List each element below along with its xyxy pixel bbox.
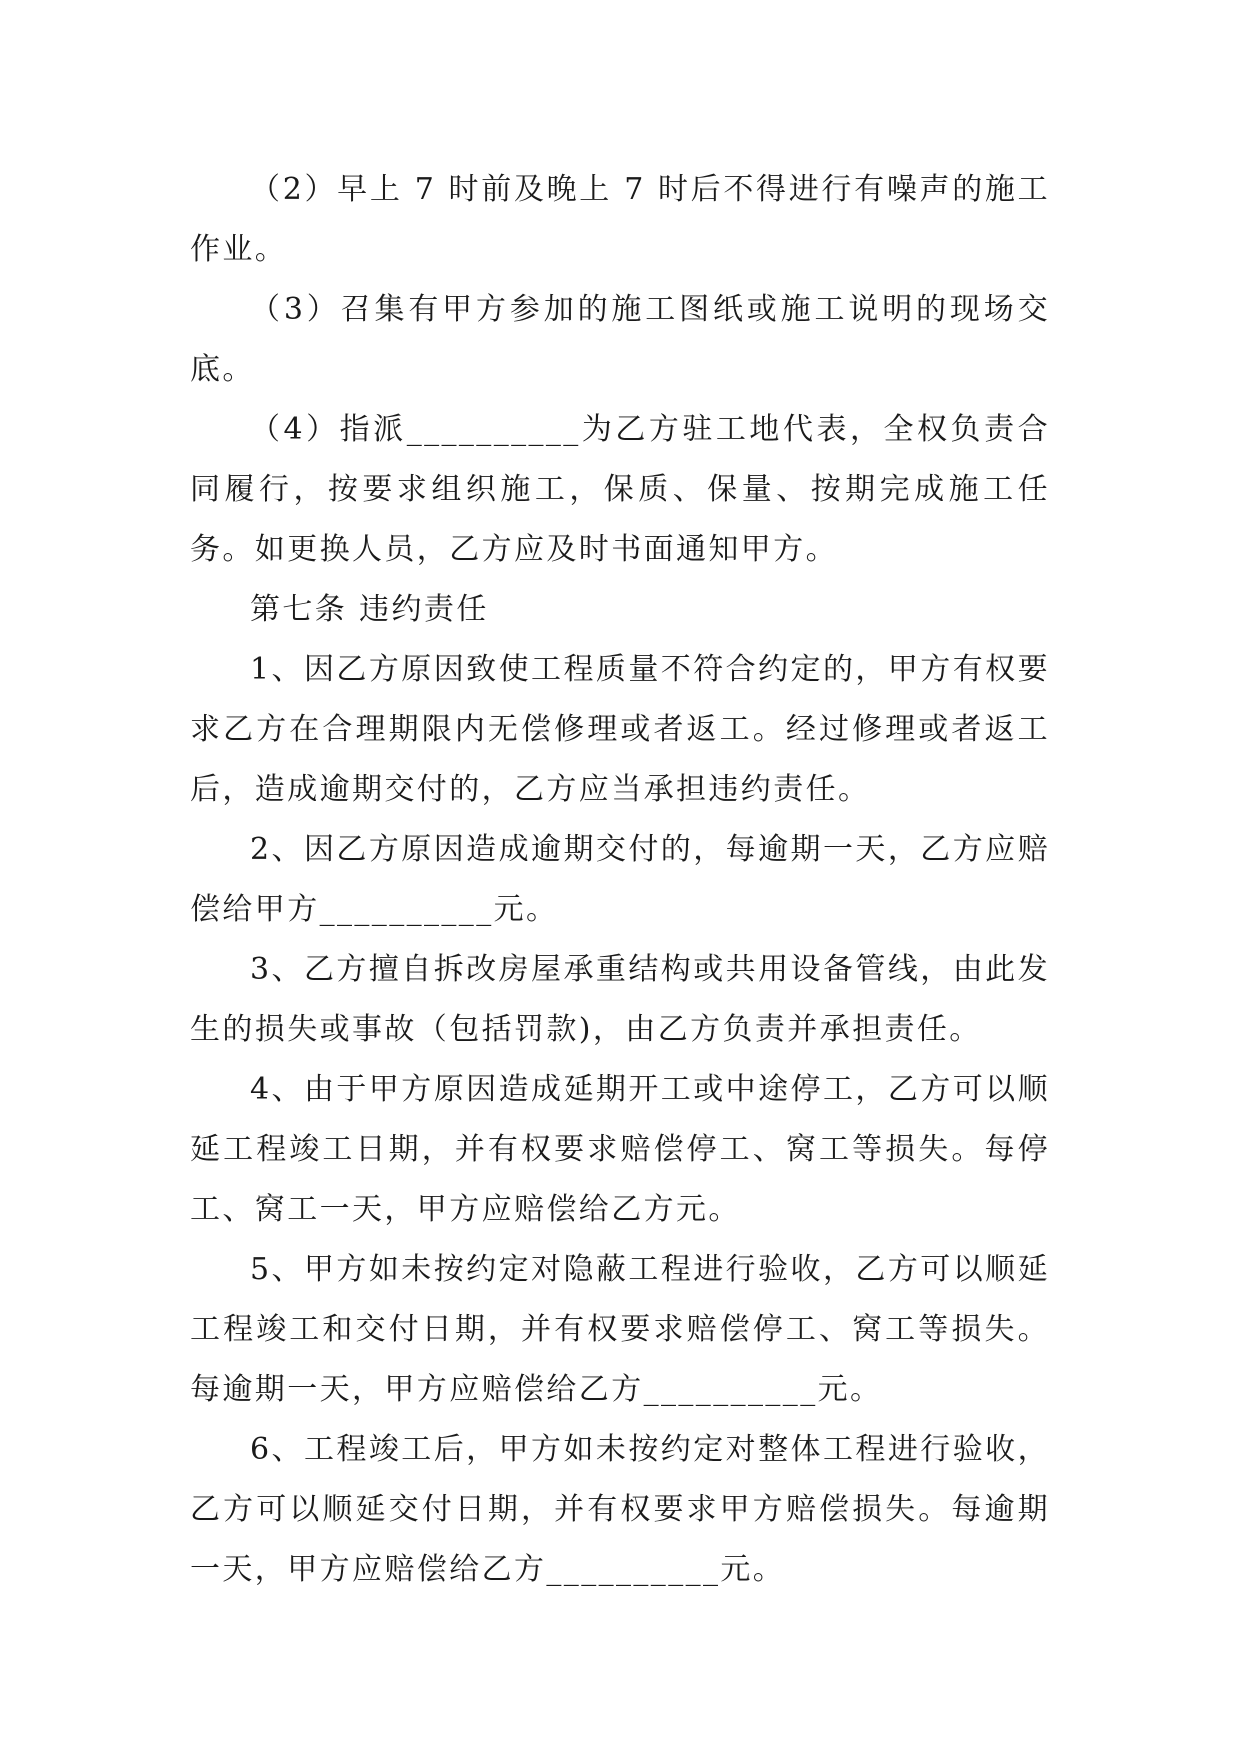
liability-item-6: 6、工程竣工后，甲方如未按约定对整体工程进行验收，乙方可以顺延交付日期，并有权要求甲方赔偿损失。每逾期一天，甲方应赔偿给乙方__________元。 — [190, 1432, 1050, 1587]
article-7-heading: 第七条 违约责任 — [250, 592, 489, 627]
contract-body — [190, 160, 1050, 1600]
liability-item-3: 3、乙方擅自拆改房屋承重结构或共用设备管线，由此发生的损失或事故（包括罚款)，由乙方负责并承担责任。 — [190, 952, 1050, 1047]
liability-item-5: 5、甲方如未按约定对隐蔽工程进行验收，乙方可以顺延工程竣工和交付日期，并有权要求赔偿停工、窝工等损失。每逾期一天，甲方应赔偿给乙方__________元。 — [190, 1252, 1050, 1407]
liability-item-2: 2、因乙方原因造成逾期交付的，每逾期一天，乙方应赔偿给甲方__________元。 — [190, 832, 1050, 927]
liability-item-4: 4、由于甲方原因造成延期开工或中途停工，乙方可以顺延工程竣工日期，并有权要求赔偿停工、窝工等损失。每停工、窝工一天，甲方应赔偿给乙方元。 — [190, 1072, 1050, 1227]
clause-4-site-representative: （4）指派__________为乙方驻工地代表，全权负责合同履行，按要求组织施工，保质、保量、按期完成施工任务。如更换人员，乙方应及时书面通知甲方。 — [190, 412, 1050, 567]
liability-item-1: 1、因乙方原因致使工程质量不符合约定的，甲方有权要求乙方在合理期限内无偿修理或者返工。经过修理或者返工后，造成逾期交付的，乙方应当承担违约责任。 — [190, 652, 1050, 807]
clause-2-noise-restriction: （2）早上 7 时前及晚上 7 时后不得进行有噪声的施工作业。 — [190, 172, 1050, 267]
clause-3-site-briefing: （3）召集有甲方参加的施工图纸或施工说明的现场交底。 — [190, 292, 1050, 387]
